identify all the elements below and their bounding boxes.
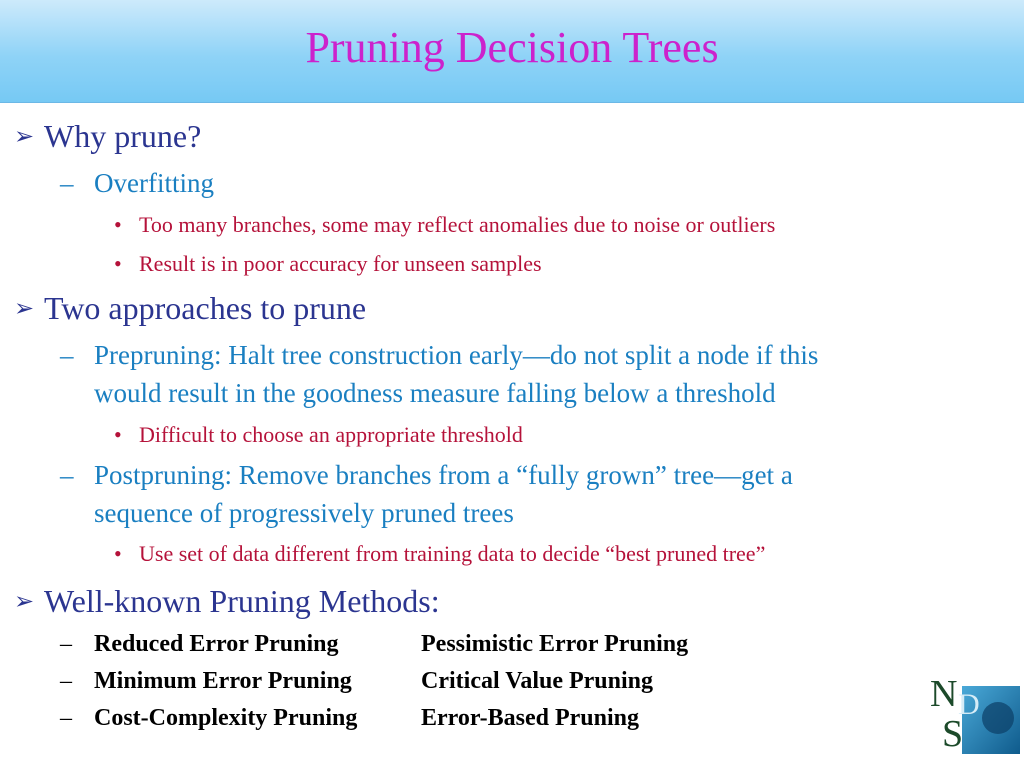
text-prepruning-line1: Prepruning: Halt tree construction early—do not split a node if this [94,340,819,370]
sub-prepruning-cont [94,378,776,409]
logo-silhouette [982,702,1014,734]
method-pessimistic-error: Pessimistic Error Pruning [421,631,689,657]
arrow-bullet-icon: ➢ [14,589,35,615]
logo-letter-n: N [930,673,958,715]
dot-bullet-icon: • [114,541,122,566]
sub-postpruning [60,460,793,491]
sub-prepruning [60,340,818,371]
text-postpruning-line2: sequence of progressively pruned trees [94,498,514,528]
sub-overfitting [60,168,214,199]
text-difficult-threshold: Difficult to choose an appropriate threshold [139,422,523,447]
heading-two-approaches: Two approaches to prune [44,290,367,326]
dot-bullet-icon: • [114,422,122,447]
text-postpruning-line1: Postpruning: Remove branches from a “fully grown” tree—get a [94,460,793,490]
bullet-best-pruned-tree [114,541,765,567]
logo-letter-d: D [958,688,980,721]
bullet-two-approaches [14,290,366,327]
dot-bullet-icon: • [114,212,122,237]
dash-bullet-icon: – [60,631,72,657]
slide-title: Pruning Decision Trees [305,22,719,72]
nds-logo [928,672,1020,764]
method-cost-complexity: Cost-Complexity Pruning [94,705,358,731]
text-prepruning-line2: would result in the goodness measure falling below a threshold [94,378,776,408]
dash-bullet-icon: – [60,705,72,731]
method-minimum-error: Minimum Error Pruning [94,668,352,694]
method-row [60,705,357,732]
heading-well-known-methods: Well-known Pruning Methods: [44,583,440,619]
dash-bullet-icon: – [60,668,72,694]
logo-letter-s: S [942,713,964,755]
sub-postpruning-cont [94,498,514,529]
method-error-based: Error-Based Pruning [421,705,640,731]
heading-why-prune: Why prune? [44,118,202,154]
method-reduced-error: Reduced Error Pruning [94,631,339,657]
arrow-bullet-icon: ➢ [14,296,35,322]
text-best-pruned-tree: Use set of data different from training data to decide “best pruned tree” [139,541,766,566]
dash-bullet-icon: – [60,460,74,490]
bullet-difficult-threshold [114,422,523,448]
text-poor-accuracy: Result is in poor accuracy for unseen samples [139,251,542,276]
method-row [60,631,338,658]
bullet-well-known-methods [14,583,440,620]
method-critical-value: Critical Value Pruning [421,668,654,694]
bullet-poor-accuracy [114,251,542,277]
dash-bullet-icon: – [60,340,74,370]
title-bar [0,0,1024,103]
arrow-bullet-icon: ➢ [14,124,35,150]
bullet-too-many-branches [114,212,775,238]
bullet-why-prune [14,118,201,155]
method-row [60,668,352,695]
dot-bullet-icon: • [114,251,122,276]
dash-bullet-icon: – [60,168,74,198]
text-overfitting: Overfitting [94,168,214,198]
text-too-many-branches: Too many branches, some may reflect anomalies due to noise or outliers [139,212,776,237]
